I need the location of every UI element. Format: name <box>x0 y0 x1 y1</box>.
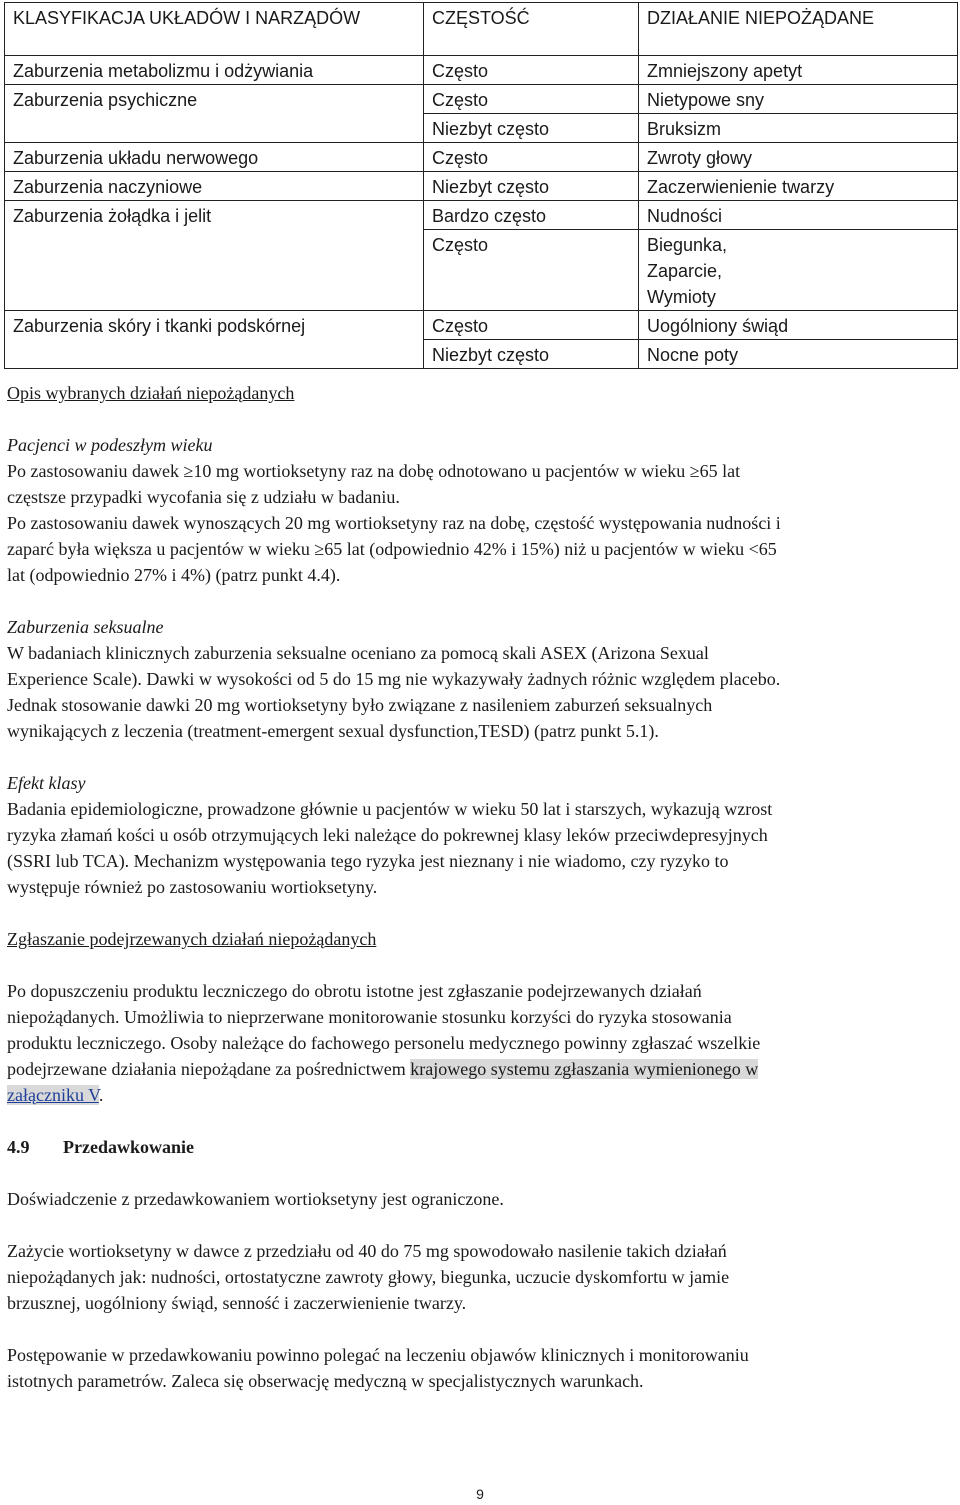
frequency-cell: Niezbyt często <box>424 172 639 201</box>
adverse-effect-line: Biegunka, <box>647 235 728 255</box>
table-row <box>5 114 958 143</box>
overdose-paragraph-3: Postępowanie w przedawkowaniu powinno polegać na leczeniu objawów klinicznych i monitorowaniu istotnych parametrów. Zaleca się obserwację medyczną w specjalistycznych warunkach. <box>7 1345 749 1391</box>
adverse-effect-cell <box>639 230 958 311</box>
frequency-cell: Często <box>424 311 639 340</box>
frequency-cell: Niezbyt często <box>424 340 639 369</box>
system-class-cell <box>5 114 424 143</box>
table-row <box>5 201 958 230</box>
page-number: 9 <box>476 1486 484 1502</box>
subsection-title-sexual: Zaburzenia seksualne <box>7 617 164 637</box>
system-class-cell: Zaburzenia psychiczne <box>5 85 424 114</box>
frequency-cell: Bardzo często <box>424 201 639 230</box>
adverse-effect-line: Zaparcie, <box>647 261 723 281</box>
adverse-effect-cell: Zwroty głowy <box>639 143 958 172</box>
document-body <box>7 380 955 1394</box>
adverse-effect-cell: Uogólniony świąd <box>639 311 958 340</box>
table-row <box>5 172 958 201</box>
frequency-cell: Często <box>424 56 639 85</box>
system-class-cell <box>5 230 424 311</box>
frequency-cell: Często <box>424 143 639 172</box>
table-row <box>5 311 958 340</box>
table-row <box>5 85 958 114</box>
system-class-cell: Zaburzenia skóry i tkanki podskórnej <box>5 311 424 340</box>
overdose-paragraph-1: Doświadczenie z przedawkowaniem wortioksetyny jest ograniczone. <box>7 1189 504 1209</box>
adverse-effect-cell: Nocne poty <box>639 340 958 369</box>
system-class-cell: Zaburzenia metabolizmu i odżywiania <box>5 56 424 85</box>
header-frequency: CZĘSTOŚĆ <box>424 3 639 56</box>
table-header-row <box>5 3 958 56</box>
adverse-effect-line: Wymioty <box>647 287 716 307</box>
adverse-effect-cell: Nietypowe sny <box>639 85 958 114</box>
elderly-paragraph-2: Po zastosowaniu dawek wynoszących 20 mg wortioksetyny raz na dobę, częstość występowania nudności i zaparć była większa u pacjentów w wieku ≥65 lat (odpowiednio 42% i 15%) niż u pacjentów w wieku <65 lat (odpowiednio 27% i 4%) (patrz punkt 4.4). <box>7 513 781 585</box>
table-row <box>5 56 958 85</box>
section-heading-overdose <box>7 1134 955 1160</box>
table-row <box>5 143 958 172</box>
system-class-cell <box>5 340 424 369</box>
header-adverse-effect: DZIAŁANIE NIEPOŻĄDANE <box>639 3 958 56</box>
header-system-class: KLASYFIKACJA UKŁADÓW I NARZĄDÓW <box>5 3 424 56</box>
system-class-cell: Zaburzenia żołądka i jelit <box>5 201 424 230</box>
section-heading-opis: Opis wybranych działań niepożądanych <box>7 383 295 403</box>
sexual-paragraph: W badaniach klinicznych zaburzenia seksualne oceniano za pomocą skali ASEX (Arizona Sexual Experience Scale). Dawki w wysokości od 5 do 15 mg nie wykazywały żadnych różnic względem placebo. Jednak stosowanie dawki 20 mg wortioksetyny było związane z nasileniem zaburzeń seksualnych wynikających z leczenia (treatment-emergent sexual dysfunction,TESD) (patrz punkt 5.1). <box>7 643 781 741</box>
subsection-title-elderly: Pacjenci w podeszłym wieku <box>7 435 213 455</box>
adverse-effect-cell: Nudności <box>639 201 958 230</box>
frequency-cell: Niezbyt często <box>424 114 639 143</box>
subsection-title-class-effect: Efekt klasy <box>7 773 86 793</box>
annex-v-link[interactable]: załączniku V <box>7 1085 99 1105</box>
system-class-cell: Zaburzenia naczyniowe <box>5 172 424 201</box>
overdose-paragraph-2: Zażycie wortioksetyny w dawce z przedziału od 40 do 75 mg spowodowało nasilenie takich działań niepożądanych jak: nudności, ortostatyczne zawroty głowy, biegunka, uczucie dyskomfortu w jamie brzusznej, uogólniony świąd, senność i zaczerwienienie twarzy. <box>7 1241 730 1313</box>
elderly-paragraph-1: Po zastosowaniu dawek ≥10 mg wortioksetyny raz na dobę odnotowano u pacjentów w wieku ≥65 lat częstsze przypadki wycofania się z udziału w badaniu. <box>7 461 741 507</box>
section-number: 4.9 <box>7 1137 30 1157</box>
section-title: Przedawkowanie <box>63 1137 194 1157</box>
table-row <box>5 340 958 369</box>
adverse-effect-cell: Bruksizm <box>639 114 958 143</box>
adverse-effect-cell: Zaczerwienienie twarzy <box>639 172 958 201</box>
highlighted-text: krajowego systemu zgłaszania wymienionego w <box>410 1059 759 1079</box>
reporting-paragraph: Po dopuszczeniu produktu leczniczego do obrotu istotne jest zgłaszanie podejrzewanych działań niepożądanych. Umożliwia to nieprzerwane monitorowanie stosunku korzyści do ryzyka stosowania produktu leczniczego. Osoby należące do fachowego personelu medycznego powinny zgłaszać wszelkie podejrzewane działania niepożądane za pośrednictwem krajowego systemu zgłaszania wymienionego w załączniku V. <box>7 981 761 1105</box>
class-effect-paragraph: Badania epidemiologiczne, prowadzone głównie u pacjentów w wieku 50 lat i starszych, wykazują wzrost ryzyka złamań kości u osób otrzymujących leki należące do pokrewnej klasy leków przeciwdepresyjnych (SSRI lub TCA). Mechanizm występowania tego ryzyka jest nieznany i nie wiadomo, czy ryzyko to występuje również po zastosowaniu wortioksetyny. <box>7 799 773 897</box>
adverse-effect-cell: Zmniejszony apetyt <box>639 56 958 85</box>
section-heading-reporting: Zgłaszanie podejrzewanych działań niepożądanych <box>7 929 377 949</box>
adverse-reactions-table <box>4 2 958 369</box>
system-class-cell: Zaburzenia układu nerwowego <box>5 143 424 172</box>
frequency-cell: Często <box>424 230 639 311</box>
table-row <box>5 230 958 311</box>
frequency-cell: Często <box>424 85 639 114</box>
